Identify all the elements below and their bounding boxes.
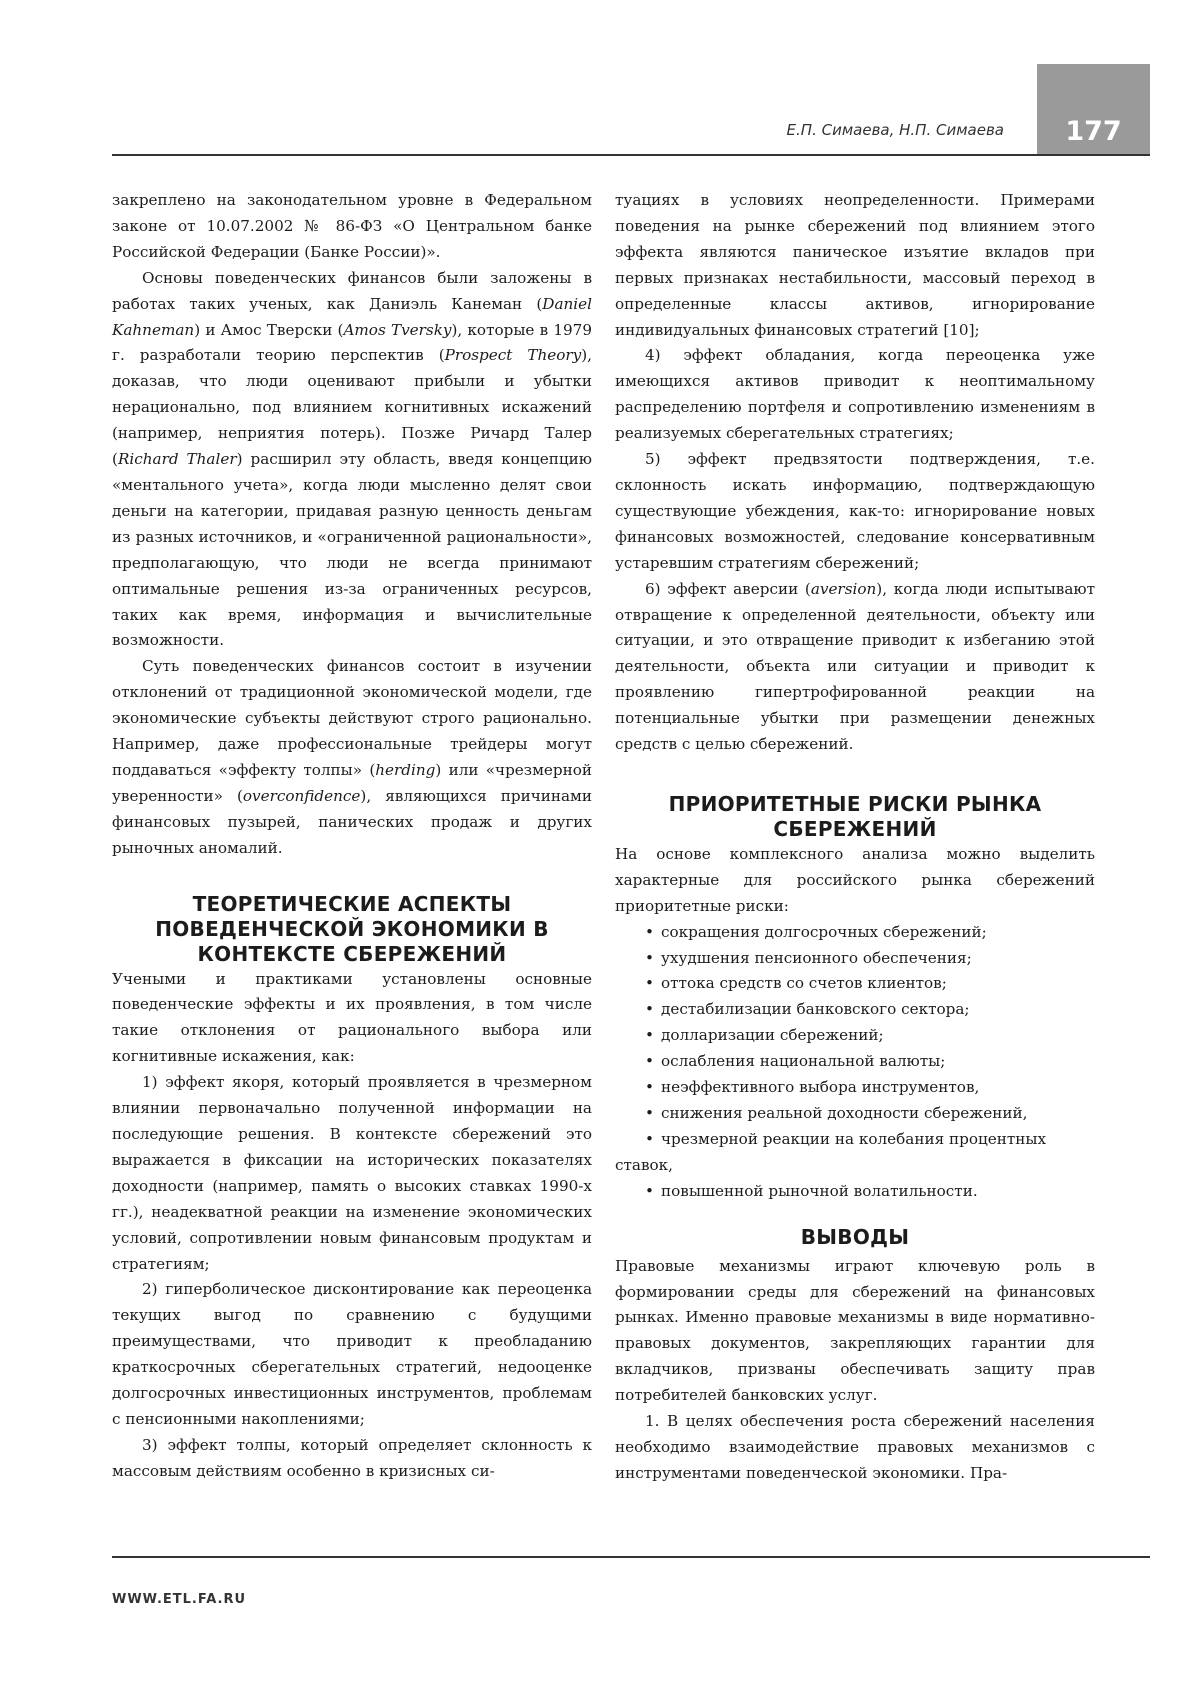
text-run: ), доказав, что люди оценивают прибыли и убытки нерационально, под влиянием когнитивных искажений (например, неприятия потерь). Позже Ричард Талер ( [112,346,592,469]
text-run: 6) эффект аверсии ( [645,579,811,598]
list-item [615,1023,1095,1049]
bullet-icon: • [645,1078,654,1097]
paragraph: 1) эффект якоря, который проявляется в чрезмерном влиянии первоначально полученной информации на последующие решения. В контексте сбережений это выражается в фиксации на исторических показателях доходности (например, память о высоких ставках 1990-х гг.), неадекватной реакции на изменение экономических условий, сопротивлении новым финансовым продуктам и стратегиям; [112,1073,592,1273]
list-item-text: долларизации сбережений; [661,1026,884,1045]
list-item-text: ухудшения пенсионного обеспечения; [661,948,972,967]
paragraph: 4) эффект обладания, когда переоценка уже имеющихся активов приводит к неоптимальному распределению портфеля и сопротивлению изменениям в реализуемых сберегательных стратегиях; [615,346,1095,443]
list-item-text: неэффективного выбора инструментов, [661,1078,980,1097]
list-item-text: снижения реальной доходности сбережений, [661,1104,1028,1122]
page-number: 177 [1065,116,1122,147]
footer-url: WWW.ETL.FA.RU [112,1592,247,1607]
text-run: ), являющихся причинами финансовых пузырей, панических продаж и других рыночных аномалий. [112,786,592,857]
list-item [615,946,1095,972]
list-item [615,1179,1095,1205]
bullet-icon: • [645,922,654,941]
list-item-text: ослабления национальной валюты; [661,1052,946,1071]
list-item-text: сокращения долгосрочных сбережений; [661,922,987,941]
bullet-icon: • [645,948,654,967]
paragraph [112,266,592,655]
paragraph: 2) гиперболическое дисконтирование как переоценка текущих выгод по сравнению с будущими преимуществами, что приводит к преобладанию краткосрочных сберегательных стратегий, недооценке долгосрочных инвестиционных инструментов, проблемам с пенсионными накоплениями; [112,1280,592,1428]
paragraph [112,654,592,861]
bullet-icon: • [645,1000,654,1019]
italic-term: herding [375,760,436,779]
list-item-text: повышенной рыночной волатильности. [661,1181,978,1200]
text-run: ) расширил эту область, введя концепцию «ментального учета», когда люди мысленно делят свои деньги на категории, придавая разную ценность деньгам из разных источников, и «ограниченной рациональности», предполагающую, что люди не всегда принимают оптимальные решения из-за ограниченных ресурсов, таких как время, информация и вычислительные возможности. [112,450,593,650]
text-run: ), когда люди испытывают отвращение к определенной деятельности, объекту или ситуации, и это отвращение приводит к избеганию этой деятельности, объекта или ситуации и приводит к проявлению гипертрофированной реакции на потенциальные убытки при размещении денежных средств с целью сбережений. [615,579,1095,754]
italic-term: overconfidence [242,786,361,805]
paragraph: закреплено на законодательном уровне в Федеральном законе от 10.07.2002 № 86-ФЗ «О Центральном банке Российской Федерации (Банке России)». [112,191,592,261]
left-column [112,188,592,1485]
list-item [615,1075,1095,1101]
bullet-icon: • [645,1104,654,1122]
paragraph [615,577,1095,758]
bullet-icon: • [645,1129,654,1148]
text-run: ), которые в 1979 г. разработали теорию перспектив ( [112,320,593,365]
list-item [615,920,1095,946]
text-run: Суть поведенческих финансов состоит в изучении отклонений от традиционной экономической модели, где экономические субъекты действуют строго рационально. Например, даже профессиональные трейдеры могут поддаваться «эффекту толпы» ( [112,657,592,779]
section-heading-theory: ТЕОРЕТИЧЕСКИЕ АСПЕКТЫ ПОВЕДЕНЧЕСКОЙ ЭКОНОМИКИ В КОНТЕКСТЕ СБЕРЕЖЕНИЙ [155,891,549,966]
italic-term: Prospect Theory [444,346,582,365]
paragraph: туациях в условиях неопределенности. Примерами поведения на рынке сбережений под влиянием этого эффекта являются паническое изъятие вкладов при первых признаках нестабильности, массовый переход в определенные классы активов, игнорирование индивидуальных финансовых стратегий [10]; [615,191,1095,339]
paragraph: Правовые механизмы играют ключевую роль в формировании среды для сбережений на финансовых рынках. Именно правовые механизмы в виде нормативно-правовых документов, закрепляющих гарантии для вкладчиков, призваны обеспечивать защиту прав потребителей банковских услуг. [615,1256,1095,1405]
paragraph: 3) эффект толпы, который определяет склонность к массовым действиям особенно в кризисных си- [112,1435,592,1480]
risk-list [615,920,1095,1205]
header-rule [112,154,1150,156]
italic-term: Richard Thaler [117,450,237,469]
text-run: ) или «чрезмерной уверенности» ( [112,760,592,805]
running-header-authors: Е.П. Симаева, Н.П. Симаева [786,121,1004,139]
italic-term: Amos Tversky [343,320,452,339]
list-item [615,1049,1095,1075]
right-column [615,188,1095,1487]
footer-rule [112,1556,1150,1558]
bullet-icon: • [645,1026,654,1045]
list-item [615,997,1095,1023]
bullet-icon: • [645,1181,654,1200]
italic-term: aversion [810,579,877,598]
text-run: ) и Амос Тверски ( [194,320,344,339]
section-heading-risks: ПРИОРИТЕТНЫЕ РИСКИ РЫНКА СБЕРЕЖЕНИЙ [668,791,1042,841]
text-run: Основы поведенческих финансов были заложены в работах таких ученых, как Даниэль Канеман ( [112,268,592,313]
list-item-text: дестабилизации банковского сектора; [661,1000,970,1019]
list-item [615,1101,1095,1127]
paragraph: 1. В целях обеспечения роста сбережений населения необходимо взаимодействие правовых механизмов с инструментами поведенческой экономики. Пра- [615,1412,1095,1482]
bullet-icon: • [645,974,654,993]
list-item [615,1127,1095,1179]
list-item-text: чрезмерной реакции на колебания процентных ставок, [615,1129,1047,1174]
italic-term: Daniel Kahneman [112,294,592,339]
paragraph: На основе комплексного анализа можно выделить характерные для российского рынка сбережений приоритетные риски: [615,844,1095,915]
section-heading-conclusions: ВЫВОДЫ [800,1224,910,1249]
paragraph: Учеными и практиками установлены основные поведенческие эффекты и их проявления, в том числе такие отклонения от рационального выбора или когнитивные искажения, как: [112,969,592,1066]
paragraph: 5) эффект предвзятости подтверждения, т.е. склонность искать информацию, подтверждающую существующие убеждения, как-то: игнорирование новых финансовых возможностей, следование консервативным устаревшим стратегиям сбережений; [615,450,1095,572]
list-item-text: оттока средств со счетов клиентов; [661,974,947,993]
bullet-icon: • [645,1052,654,1071]
list-item [615,971,1095,997]
